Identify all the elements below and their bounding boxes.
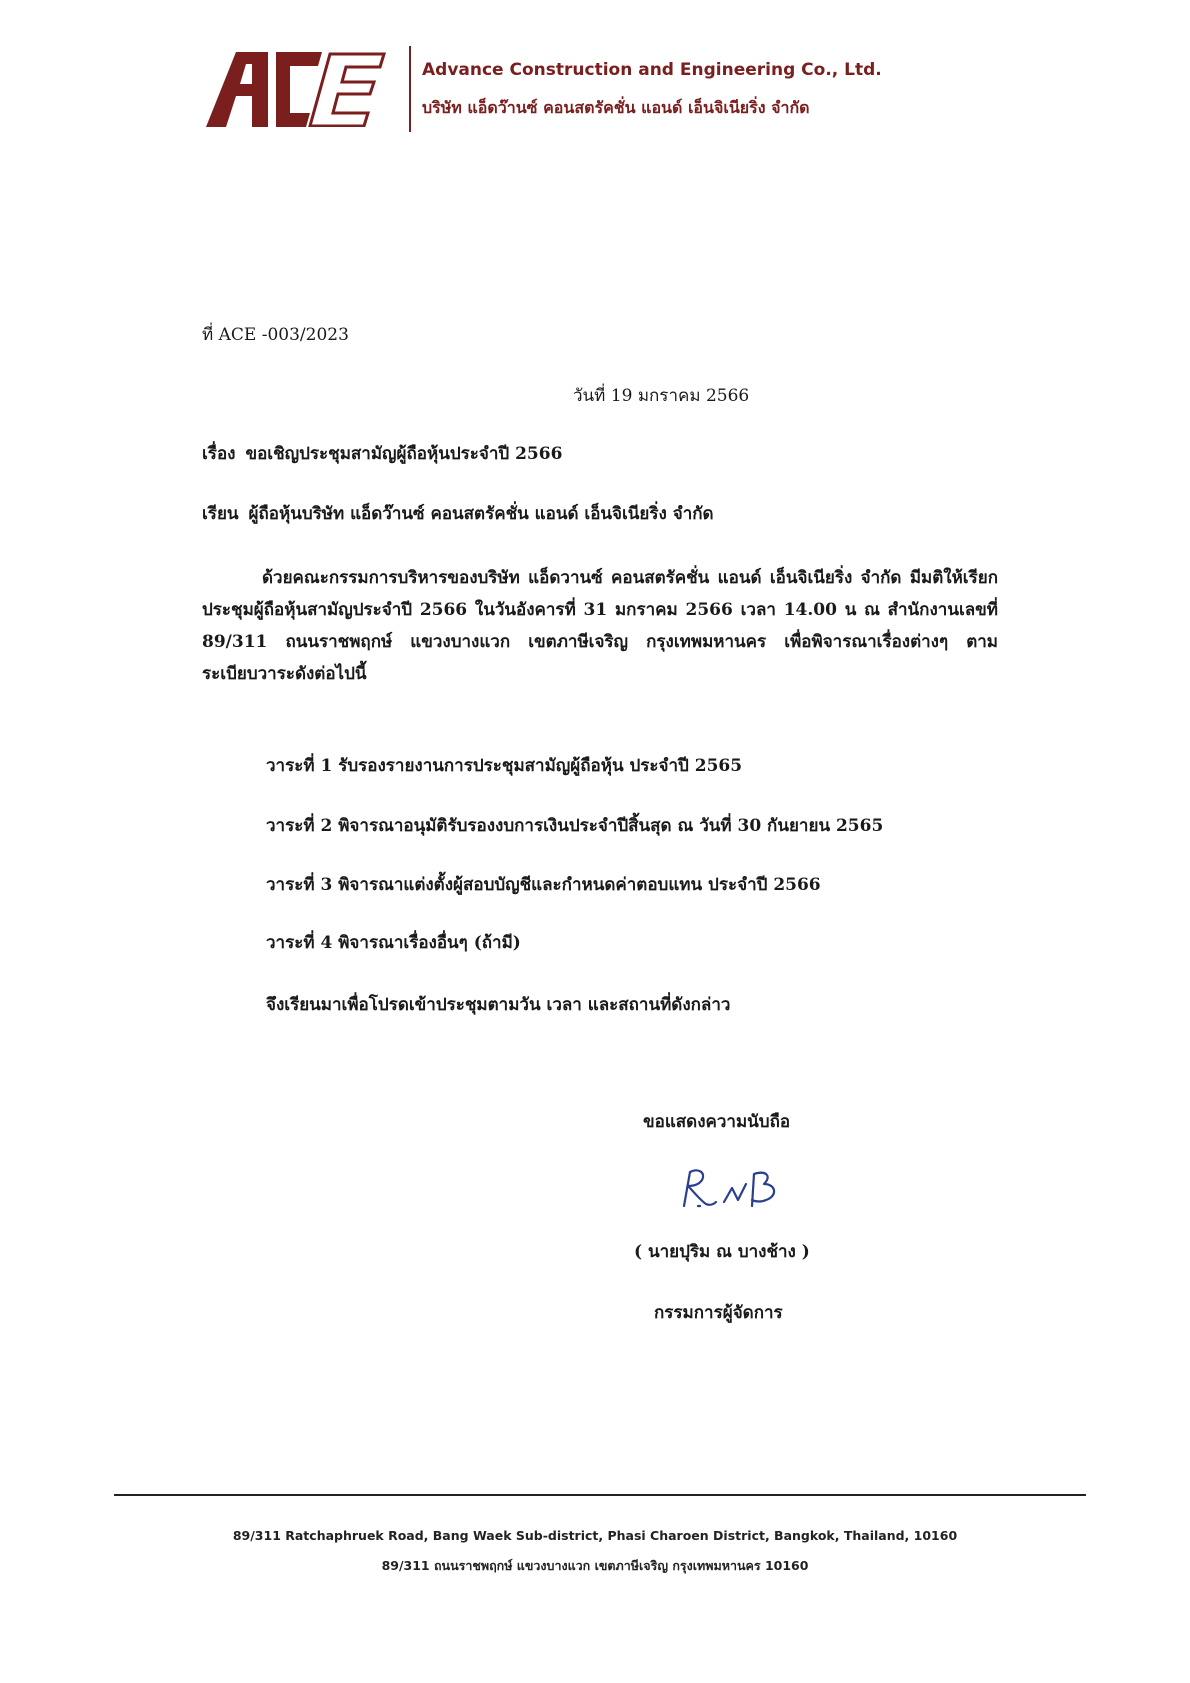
subject-line	[202, 446, 562, 463]
agenda-item-2: วาระที่ 2 พิจารณาอนุมัติรับรองงบการเงินประจำปีสิ้นสุด ณ วันที่ 30 กันยายน 2565	[266, 816, 884, 836]
closing-salutation: ขอแสดงความนับถือ	[643, 1112, 791, 1132]
agenda-item-1: วาระที่ 1 รับรองรายงานการประชุมสามัญผู้ถือหุ้น ประจำปี 2565	[266, 756, 743, 776]
signatory-title: กรรมการผู้จัดการ	[654, 1303, 783, 1323]
handwritten-signature	[676, 1166, 796, 1210]
footer-address-th: 89/311 ถนนราชพฤกษ์ แขวงบางแวก เขตภาษีเจริญ กรุงเทพมหานคร 10160	[381, 1558, 809, 1573]
company-name-en: Advance Construction and Engineering Co., Ltd.	[422, 60, 882, 80]
body-paragraph: ด้วยคณะกรรมการบริหารของบริษัท แอ็ดวานซ์ คอนสตรัคชั่น แอนด์ เอ็นจิเนียริ่ง จำกัด มีมติให้เรียกประชุมผู้ถือหุ้นสามัญประจำปี 2566 ในวันอังคารที่ 31 มกราคม 2566 เวลา 14.00 น ณ สำนักงานเลขที่ 89/311 ถนนราชพฤกษ์ แขวงบางแวก เขตภาษีเจริญ กรุงเทพมหานคร เพื่อพิจารณาเรื่องต่างๆ ตามระเบียบวาระดังต่อไปนี้	[202, 568, 998, 684]
addressee-label: เรียน	[202, 504, 239, 524]
letter-date: วันที่ 19 มกราคม 2566	[573, 386, 750, 406]
letterhead-divider	[409, 46, 411, 132]
reference-number: ที่ ACE -003/2023	[202, 325, 349, 345]
footer-address-en: 89/311 Ratchaphruek Road, Bang Waek Sub-district, Phasi Charoen District, Bangkok, Thailand, 10160	[232, 1528, 958, 1543]
subject-text: ขอเชิญประชุมสามัญผู้ถือหุ้นประจำปี 2566	[245, 444, 563, 464]
closing-request: จึงเรียนมาเพื่อโปรดเข้าประชุมตามวัน เวลา และสถานที่ดังกล่าว	[266, 995, 731, 1015]
footer-rule	[114, 1494, 1086, 1496]
agenda-item-4: วาระที่ 4 พิจารณาเรื่องอื่นๆ (ถ้ามี)	[266, 933, 521, 953]
agenda-item-3: วาระที่ 3 พิจารณาแต่งตั้งผู้สอบบัญชีและกำหนดค่าตอบแทน ประจำปี 2566	[266, 875, 821, 895]
addressee-line	[202, 506, 714, 523]
addressee-text: ผู้ถือหุ้นบริษัท แอ็ดว๊านซ์ คอนสตรัคชั่น แอนด์ เอ็นจิเนียริ่ง จำกัด	[248, 504, 714, 524]
ace-logo	[206, 52, 386, 127]
subject-label: เรื่อง	[202, 444, 236, 464]
signatory-name: ( นายปุริม ณ บางช้าง )	[634, 1242, 810, 1262]
company-name-th: บริษัท แอ็ดว๊านซ์ คอนสตรัคชั่น แอนด์ เอ็นจิเนียริ่ง จำกัด	[422, 98, 810, 117]
